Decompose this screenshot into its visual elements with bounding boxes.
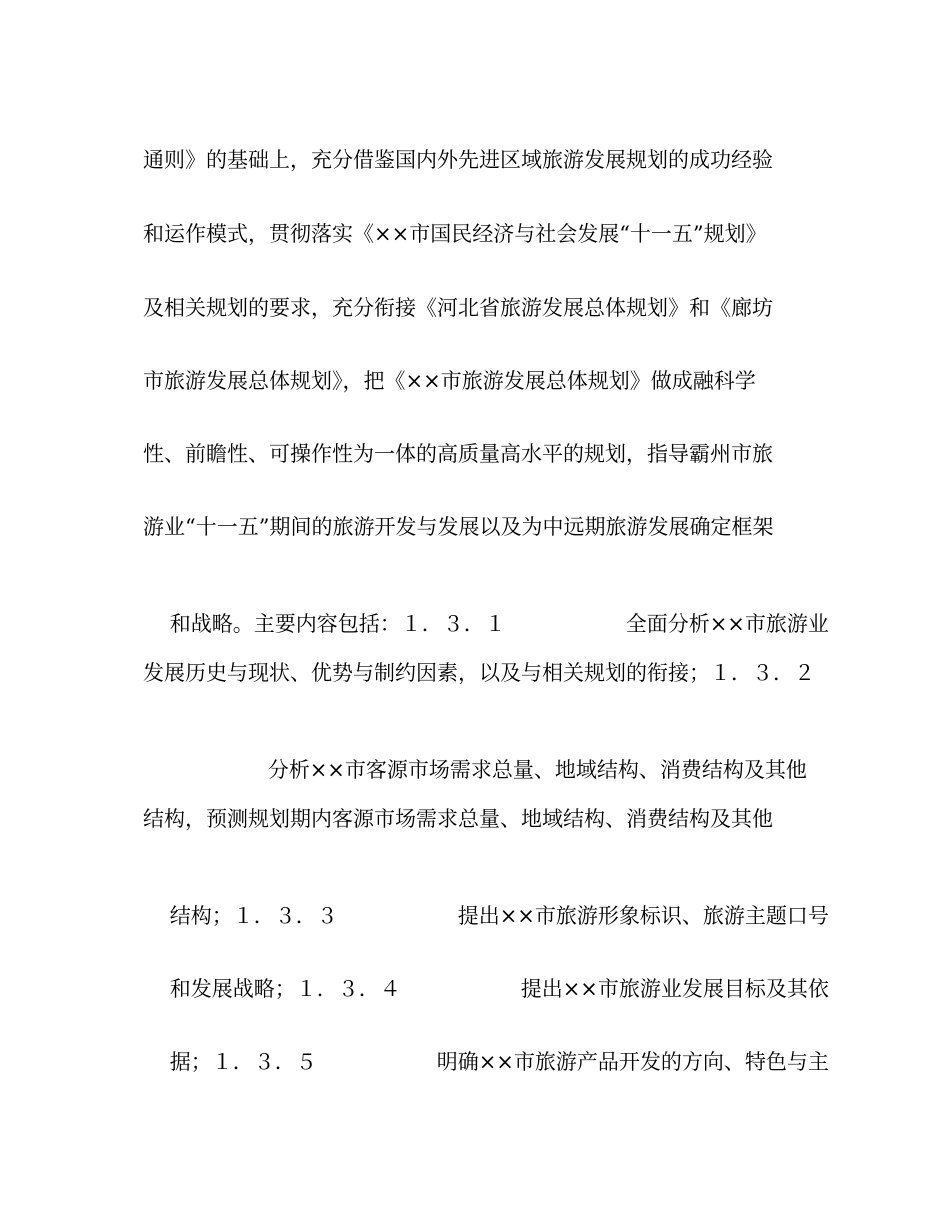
section-item-text: 全面分析××市旅游业 bbox=[625, 612, 829, 636]
paragraph-line bbox=[143, 953, 829, 1025]
section-item-text: 分析××市客源市场需求总量、地域结构、消费结构及其他 bbox=[267, 758, 807, 782]
paragraph-line: 及相关规划的要求，充分衔接《河北省旅游发展总体规划》和《廊坊 bbox=[143, 296, 773, 320]
paragraph-line: 市旅游发展总体规划》，把《××市旅游发展总体规划》做成融科学 bbox=[143, 369, 756, 393]
paragraph-line bbox=[143, 1026, 829, 1098]
paragraph-line: 通则》的基础上，充分借鉴国内外先进区域旅游发展规划的成功经验 bbox=[143, 148, 773, 172]
section-number-text: 结构；１．３．３ bbox=[169, 904, 338, 928]
paragraph-line: 性、前瞻性、可操作性为一体的高质量高水平的规划，指导霸州市旅 bbox=[143, 442, 773, 466]
paragraph-line: 结构，预测规划期内客源市场需求总量、地域结构、消费结构及其他 bbox=[143, 807, 773, 831]
paragraph-line bbox=[143, 880, 829, 952]
paragraph-line: 游业“十一五”期间的旅游开发与发展以及为中远期旅游发展确定框架 bbox=[143, 515, 774, 539]
paragraph-line: 和运作模式，贯彻落实《××市国民经济与社会发展“十一五”规划》 bbox=[143, 222, 767, 246]
paragraph-line: 发展历史与现状、优势与制约因素，以及与相关规划的衔接；１．３．２ bbox=[143, 661, 815, 685]
section-number-text: 和发展战略；１．３．４ bbox=[169, 977, 401, 1001]
section-item-text: 提出××市旅游业发展目标及其依 bbox=[520, 977, 829, 1001]
section-item-text: 提出××市旅游形象标识、旅游主题口号 bbox=[457, 904, 829, 928]
section-item-text: 明确××市旅游产品开发的方向、特色与主 bbox=[436, 1050, 829, 1074]
section-intro-text: 和战略。主要内容包括：１．３．１ bbox=[169, 612, 506, 636]
paragraph-line bbox=[143, 588, 829, 660]
section-number-text: 据；１．３．５ bbox=[169, 1050, 317, 1074]
paragraph-line bbox=[143, 734, 807, 806]
